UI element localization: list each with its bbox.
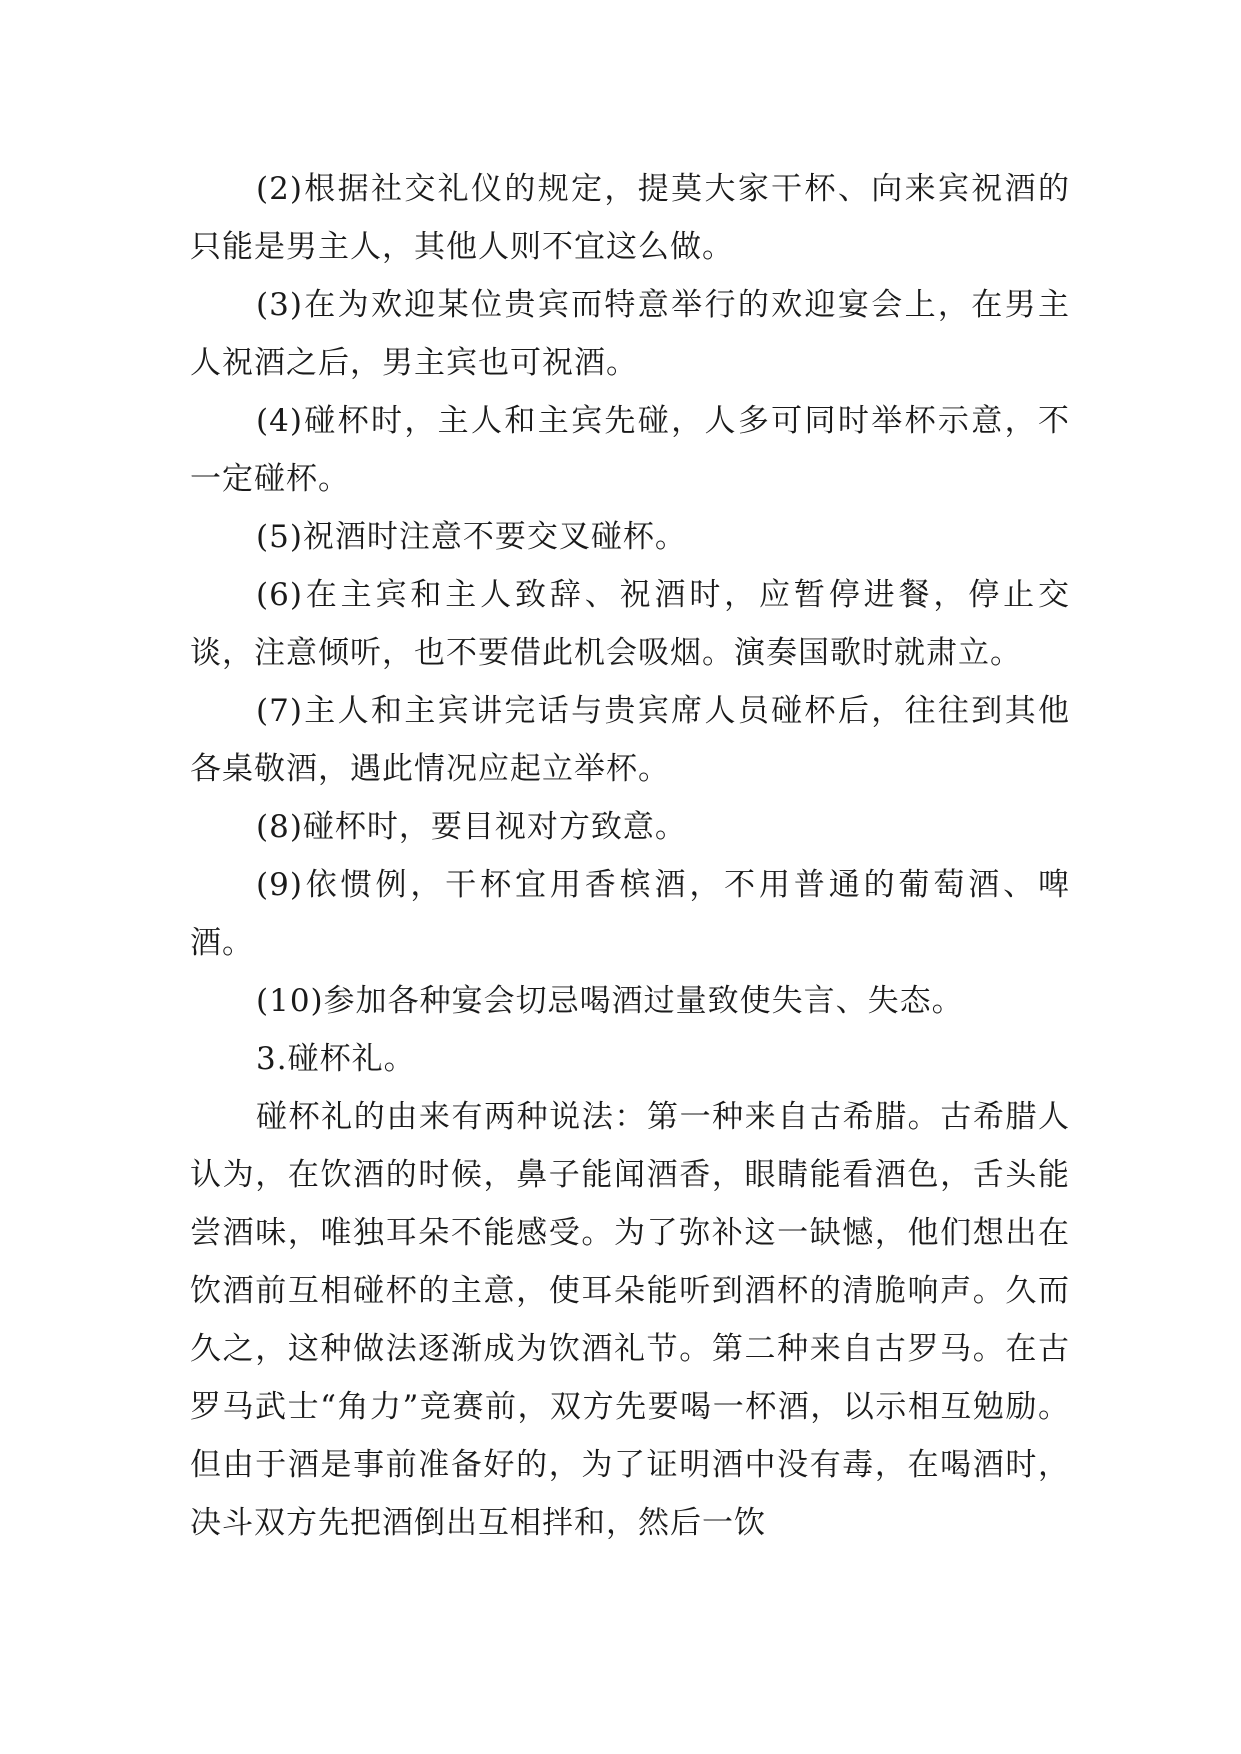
paragraph-toast-rule-4: (4)碰杯时，主人和主宾先碰，人多可同时举杯示意，不一定碰杯。 <box>190 403 1070 497</box>
paragraph-toasting-origin: 碰杯礼的由来有两种说法：第一种来自古希腊。古希腊人认为，在饮酒的时候，鼻子能闻酒香，眼睛能看酒色，舌头能尝酒味，唯独耳朵不能感受。为了弥补这一缺憾，他们想出在饮酒前互相碰杯的主意，使耳朵能听到酒杯的清脆响声。久而久之，这种做法逐渐成为饮酒礼节。第二种来自古罗马。在古罗马武士“角力”竞赛前，双方先要喝一杯酒，以示相互勉励。但由于酒是事前准备好的，为了证明酒中没有毒，在喝酒时，决斗双方先把酒倒出互相拌和，然后一饮 <box>190 1099 1070 1541</box>
paragraph-toast-rule-10: (10)参加各种宴会切忌喝酒过量致使失言、失态。 <box>256 983 964 1019</box>
paragraph-toast-rule-5: (5)祝酒时注意不要交叉碰杯。 <box>256 519 687 555</box>
paragraph-toast-rule-3: (3)在为欢迎某位贵宾而特意举行的欢迎宴会上，在男主人祝酒之后，男主宾也可祝酒。 <box>190 287 1070 381</box>
paragraph-toast-rule-8: (8)碰杯时，要目视对方致意。 <box>256 809 687 845</box>
paragraph-toast-rule-6: (6)在主宾和主人致辞、祝酒时，应暂停进餐，停止交谈，注意倾听，也不要借此机会吸烟。演奏国歌时就肃立。 <box>190 577 1070 671</box>
paragraph-toast-rule-2: (2)根据社交礼仪的规定，提莫大家干杯、向来宾祝酒的只能是男主人，其他人则不宜这么做。 <box>190 171 1070 265</box>
document-body <box>190 160 1070 1552</box>
paragraph-toast-rule-9: (9)依惯例，干杯宜用香槟酒，不用普通的葡萄酒、啤酒。 <box>190 867 1070 961</box>
paragraph-toast-rule-7: (7)主人和主宾讲完话与贵宾席人员碰杯后，往往到其他各桌敬酒，遇此情况应起立举杯。 <box>190 693 1070 787</box>
section-heading-toasting-etiquette: 3.碰杯礼。 <box>256 1041 416 1077</box>
